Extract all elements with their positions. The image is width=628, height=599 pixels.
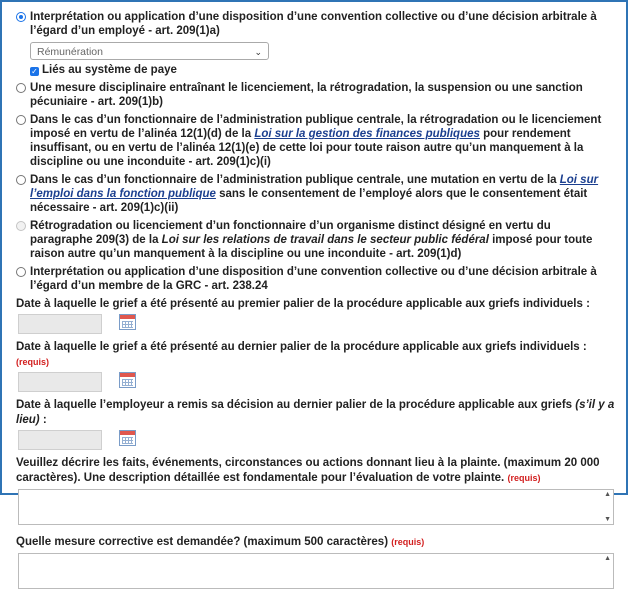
date-final-level-label: Date à laquelle le grief a été présenté au dernier palier de la procédure applicable aux griefs individuels : (requis) [16, 341, 587, 367]
finance-act-link[interactable]: Loi sur la gestion des finances publiques [254, 128, 480, 140]
date-final-level-input[interactable] [18, 372, 102, 392]
option-label: Interprétation ou application d’une disposition d’une convention collective ou d’une décision arbitrale à l’égard d’un membre de la GRC - art. 238.24 [30, 266, 597, 292]
form-content [16, 10, 616, 599]
radio-button[interactable] [16, 115, 26, 125]
radio-button[interactable] [16, 12, 26, 22]
option-label: Une mesure disciplinaire entraînant le licenciement, la rétrogradation, la suspension ou une sanction pécuniaire - art. 209(1)b) [30, 82, 583, 108]
option-interpretation-rcmp[interactable] [16, 265, 616, 293]
option-label-part: imposé pour toute raison autre qu’un manquement à la discipline ou une inconduite - art. 209(1)d) [30, 234, 593, 260]
option-label-part: sans le consentement de l’employé alors que le consentement était nécessaire - art. 209(1)c)(ii) [30, 188, 588, 214]
scroll-down-icon[interactable]: ▼ [604, 516, 611, 523]
option-transfer-employment-act[interactable] [16, 173, 616, 215]
option-label: Interprétation ou application d’une disposition d’une convention collective ou d’une décision arbitrale à l’égard d’un employé - art. 209(1)a) [30, 11, 597, 37]
option-separate-agency [16, 219, 616, 261]
description-label: Veuillez décrire les faits, événements, circonstances ou actions donnant lieu à la plainte. (maximum 20 000 caractères). Une description détaillée est fondamentale pour l’évaluation de votre plainte. (requis) [16, 457, 600, 484]
scroll-up-icon[interactable]: ▲ [604, 555, 611, 562]
date-first-level-label: Date à laquelle le grief a été présenté au premier palier de la procédure applicable aux griefs individuels : [16, 298, 590, 310]
corrective-measure-textarea[interactable] [18, 553, 614, 589]
option-interpretation-employee[interactable] [16, 10, 616, 38]
radio-button-disabled [16, 221, 26, 231]
date-employer-decision-input[interactable] [18, 430, 102, 450]
option-label-part: Rétrogradation ou licenciement d’un fonctionnaire d’un organisme distinct désigné en vertu du paragraphe 209(3) de la [30, 220, 551, 246]
corrective-measure-label: Quelle mesure corrective est demandée? (maximum 500 caractères) (requis) [16, 536, 425, 548]
description-textarea[interactable] [18, 489, 614, 525]
option-label-part: pour rendement insuffisant, ou en vertu de l’alinéa 12(1)(e) de cette loi pour toute raison autre qu’un manquement à la discipline ou une inconduite - art. 209(1)c)(i) [30, 128, 584, 168]
required-marker: (requis) [391, 537, 425, 547]
option-label-part: Dans le cas d’un fonctionnaire de l’administration publique centrale, une mutation en vertu de la [30, 174, 560, 186]
required-marker: (requis) [16, 357, 50, 367]
option-demotion-finance-act[interactable] [16, 113, 616, 169]
employment-act-link[interactable]: Loi sur l’emploi dans la fonction publique [30, 174, 599, 200]
select-value: Rémunération [37, 46, 103, 58]
radio-button[interactable] [16, 175, 26, 185]
radio-button[interactable] [16, 83, 26, 93]
required-marker: (requis) [507, 473, 541, 483]
date-employer-decision-label: Date à laquelle l’employeur a remis sa décision au dernier palier de la procédure applicable aux griefs (s’il y a lieu) : [16, 399, 615, 426]
subject-select[interactable] [30, 42, 269, 60]
calendar-icon[interactable] [119, 372, 136, 388]
date-first-level-input[interactable] [18, 314, 102, 334]
pay-system-checkbox-row[interactable] [30, 63, 616, 78]
option-label-italic: Loi sur les relations de travail dans le secteur public fédéral [161, 234, 489, 246]
checkbox-label: Liés au système de paye [42, 64, 177, 76]
scroll-up-icon[interactable]: ▲ [604, 491, 611, 498]
radio-button[interactable] [16, 267, 26, 277]
option-label-part: Dans le cas d’un fonctionnaire de l’administration publique centrale, la rétrogradation ou le licenciement imposé en vertu de l’alinéa 12(1)(d) de la [30, 114, 602, 140]
chevron-down-icon: ⌄ [254, 47, 262, 57]
calendar-icon[interactable] [119, 430, 136, 446]
calendar-icon[interactable] [119, 314, 136, 330]
option-disciplinary-measure[interactable] [16, 81, 616, 109]
checkbox-checked-icon[interactable]: ✓ [31, 67, 38, 76]
